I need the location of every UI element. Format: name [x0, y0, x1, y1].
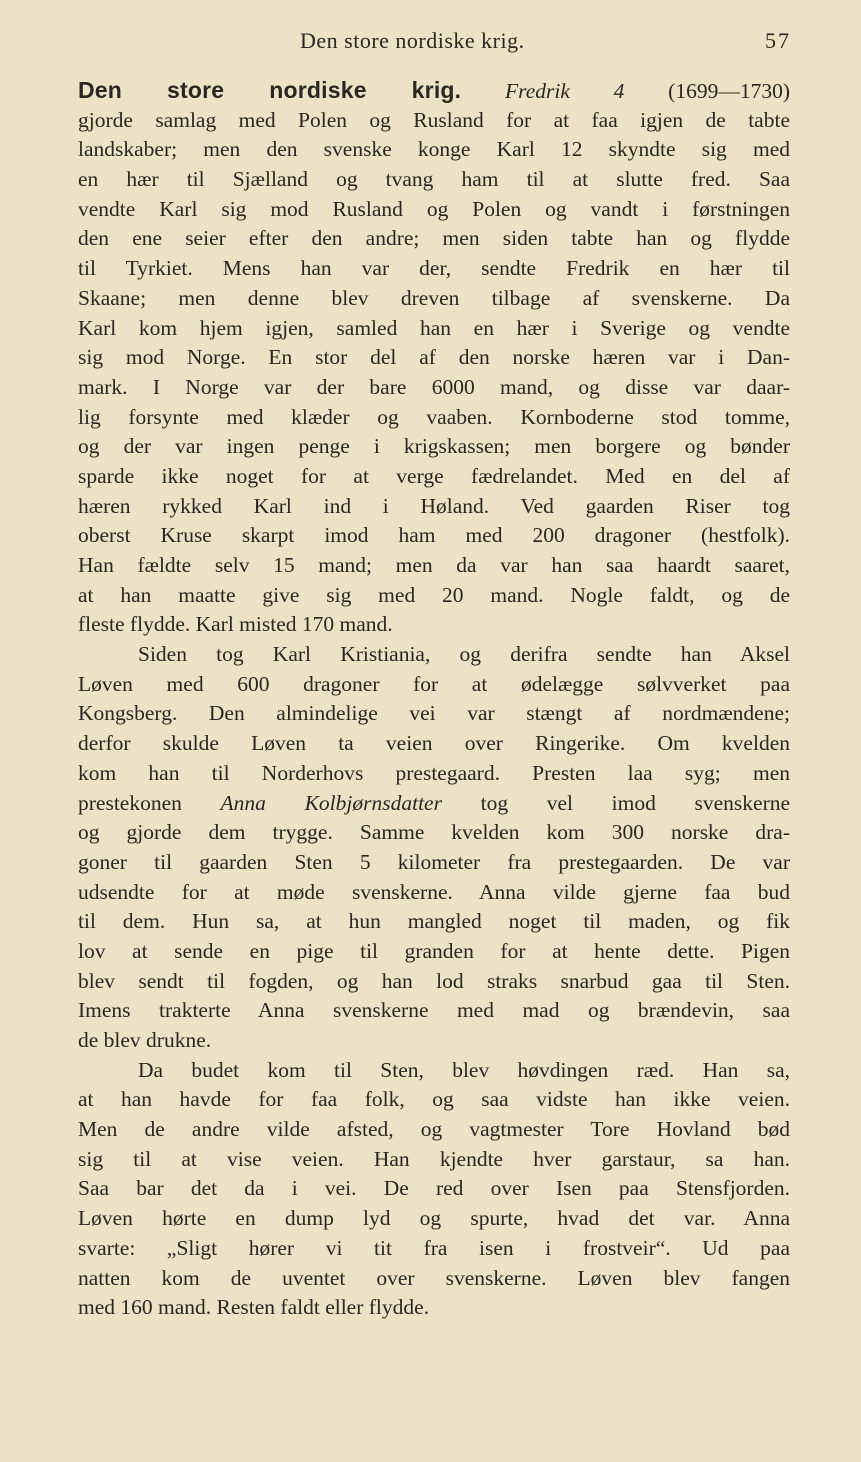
- text-line: Løven med 600 dragoner for at ødelægge sølvverket paa: [78, 671, 790, 696]
- text-line: lov at sende en pige til granden for at hente dette. Pigen: [78, 938, 790, 963]
- text-line: en hær til Sjælland og tvang ham til at slutte fred. Saa: [78, 167, 790, 192]
- page-number: 57: [765, 28, 791, 53]
- text-line: Løven hørte en dump lyd og spurte, hvad det var. Anna: [78, 1206, 790, 1231]
- paragraph-1-line-1: [78, 76, 790, 106]
- reign-years: (1699—1730): [668, 79, 790, 103]
- text-line: natten kom de uventet over svenskerne. Løven blev fangen: [78, 1265, 790, 1290]
- text-line: udsendte for at møde svenskerne. Anna vilde gjerne faa bud: [78, 879, 790, 904]
- text-line: gjorde samlag med Polen og Rusland for at faa igjen de tabte: [78, 107, 790, 132]
- text-line: Siden tog Karl Kristiania, og derifra sendte han Aksel: [138, 642, 790, 667]
- text-line: og der var ingen penge i krigskassen; men borgere og bønder: [78, 434, 790, 459]
- page-header: [0, 28, 861, 62]
- person-name: Anna Kolbjørnsdatter: [220, 790, 442, 815]
- text-line: Men de andre vilde afsted, og vagtmester Tore Hovland bød: [78, 1117, 790, 1142]
- running-title: Den store nordiske krig.: [300, 28, 525, 53]
- text-line: til dem. Hun sa, at hun mangled noget til maden, og fik: [78, 909, 790, 934]
- text-line: Karl kom hjem igjen, samled han en hær i Sverige og vendte: [78, 315, 790, 340]
- text-line: fleste flydde. Karl misted 170 mand.: [78, 612, 393, 637]
- text-line: hæren rykked Karl ind i Høland. Ved gaarden Riser tog: [78, 493, 790, 518]
- text-line: Da budet kom til Sten, blev høvdingen ræd. Han sa,: [138, 1057, 790, 1082]
- text-span: prestekonen: [78, 790, 182, 815]
- text-line: oberst Kruse skarpt imod ham med 200 dragoner (hestfolk).: [78, 523, 790, 548]
- text-line: at han maatte give sig med 20 mand. Nogle faldt, og de: [78, 582, 790, 607]
- text-line: blev sendt til fogden, og han lod straks snarbud gaa til Sten.: [78, 968, 790, 993]
- text-line: mark. I Norge var der bare 6000 mand, og disse var daar-: [78, 374, 790, 399]
- text-line: Kongsberg. Den almindelige vei var stængt af nordmændene;: [78, 701, 790, 726]
- section-heading: Den store nordiske krig.: [78, 77, 462, 103]
- text-line: vendte Karl sig mod Rusland og Polen og vandt i førstningen: [78, 196, 790, 221]
- text-line: derfor skulde Løven ta veien over Ringerike. Om kvelden: [78, 731, 790, 756]
- text-span: tog vel imod svenskerne: [480, 790, 791, 815]
- text-line: lig forsynte med klæder og vaaben. Kornboderne stod tomme,: [78, 404, 790, 429]
- text-line: sparde ikke noget for at verge fædrelandet. Med en del af: [78, 463, 790, 488]
- text-line: kom han til Norderhovs prestegaard. Presten laa syg; men: [78, 760, 790, 785]
- text-line: at han havde for faa folk, og saa vidste han ikke veien.: [78, 1087, 790, 1112]
- text-line: [78, 789, 790, 819]
- text-line: svarte: „Sligt hører vi tit fra isen i frostveir“. Ud paa: [78, 1235, 790, 1260]
- text-line: med 160 mand. Resten faldt eller flydde.: [78, 1295, 430, 1320]
- text-line: sig til at vise veien. Han kjendte hver garstaur, sa han.: [78, 1146, 790, 1171]
- king-name: Fredrik 4: [505, 79, 625, 103]
- text-line: landskaber; men den svenske konge Karl 12 skyndte sig med: [78, 137, 790, 162]
- text-line: Skaane; men denne blev dreven tilbage af svenskerne. Da: [78, 285, 790, 310]
- text-line: den ene seier efter den andre; men siden tabte han og flydde: [78, 226, 790, 251]
- text-line: Han fældte selv 15 mand; men da var han saa haardt saaret,: [78, 553, 790, 577]
- text-line: Imens trakterte Anna svenskerne med mad og brændevin, saa: [78, 998, 790, 1023]
- text-line: goner til gaarden Sten 5 kilometer fra prestegaarden. De var: [78, 849, 790, 874]
- text-line: og gjorde dem trygge. Samme kvelden kom 300 norske dra-: [78, 820, 790, 845]
- text-line: Saa bar det da i vei. De red over Isen paa Stensfjorden.: [78, 1176, 790, 1201]
- body-text: [78, 76, 790, 1323]
- text-line: til Tyrkiet. Mens han var der, sendte Fredrik en hær til: [78, 256, 790, 281]
- text-line: de blev drukne.: [78, 1028, 212, 1052]
- text-line: sig mod Norge. En stor del af den norske hæren var i Dan-: [78, 345, 790, 370]
